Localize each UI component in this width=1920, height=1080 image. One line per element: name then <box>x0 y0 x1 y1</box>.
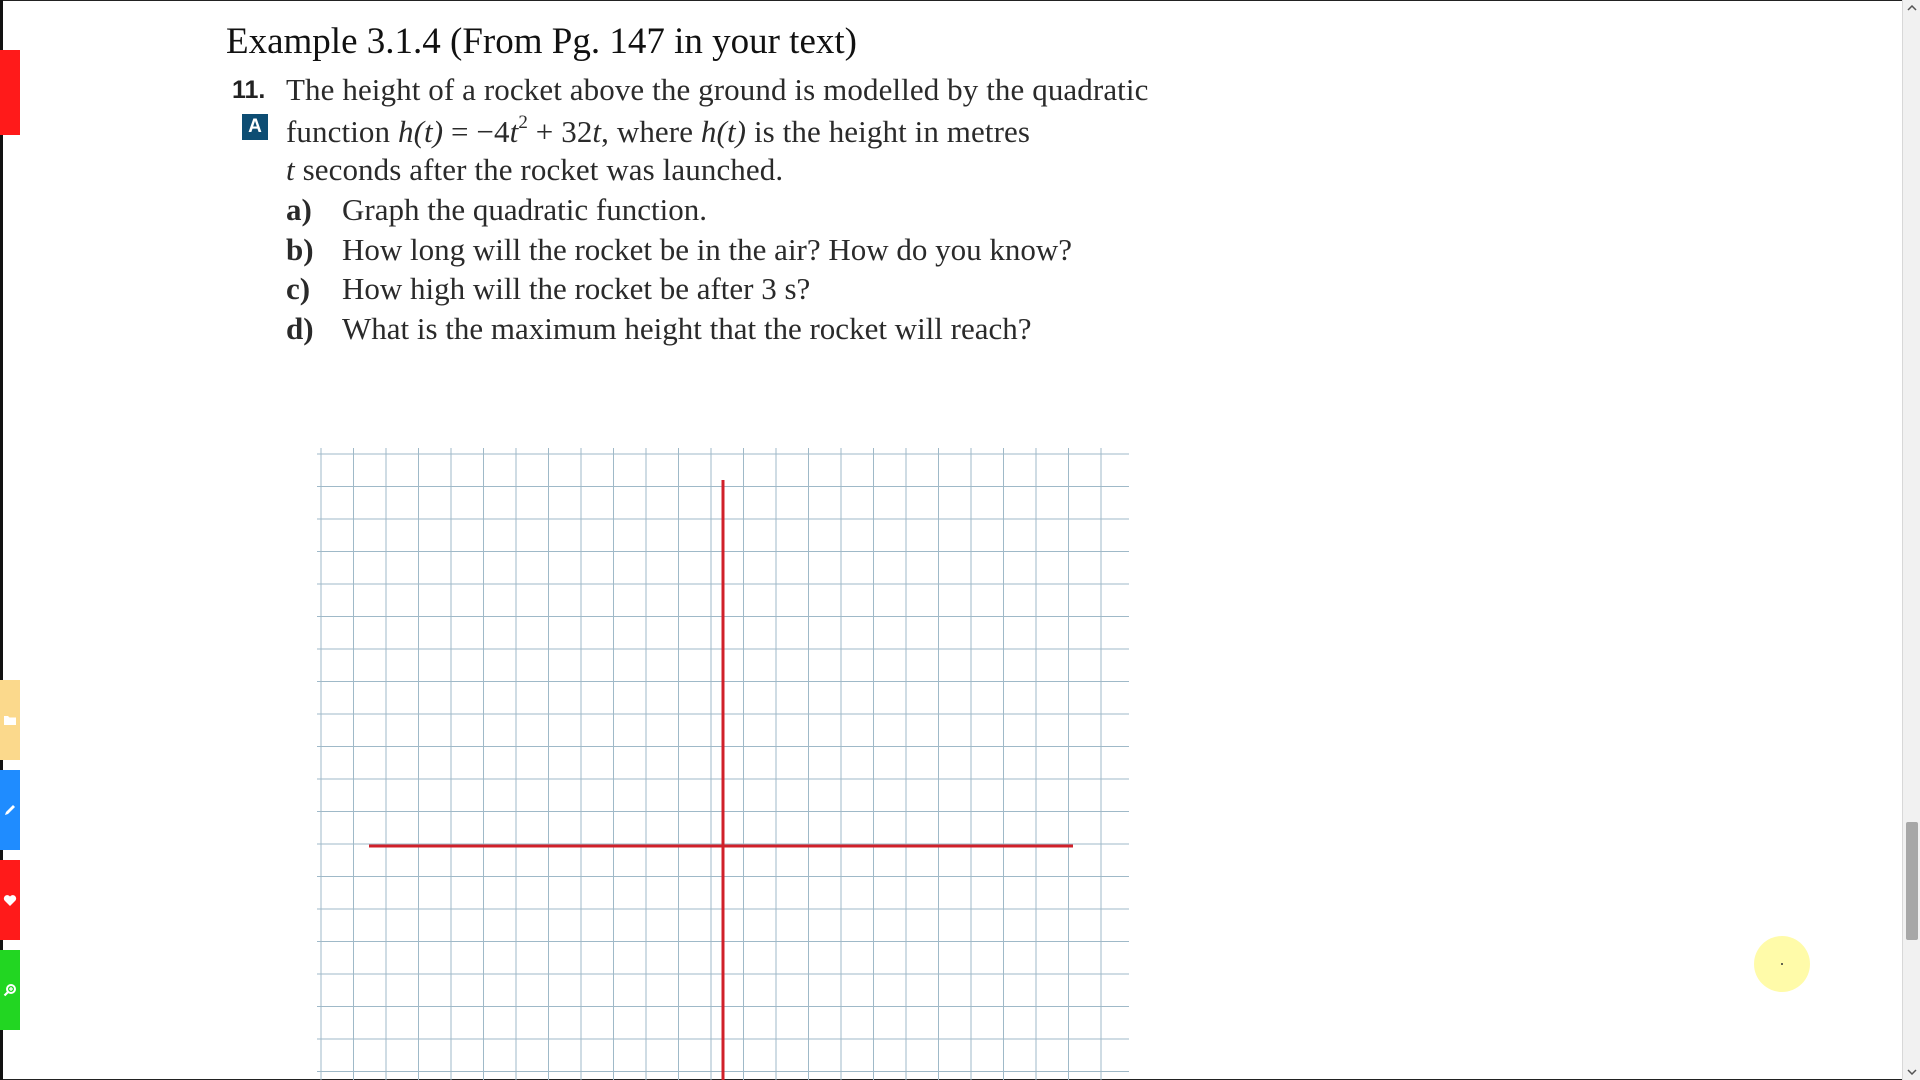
chevron-up-icon <box>1907 5 1917 11</box>
zoom-tab[interactable] <box>0 950 20 1030</box>
cursor-highlight <box>1754 936 1810 992</box>
problem-line-3 <box>286 152 783 188</box>
problem-line-2 <box>286 112 1030 150</box>
pen-icon <box>3 803 17 817</box>
problem-line-1: The height of a rocket above the ground is modelled by the quadratic <box>286 72 1149 107</box>
scroll-up-button[interactable] <box>1903 0 1920 16</box>
sub-question-b <box>286 232 1072 268</box>
variable-t-2: t <box>592 114 602 149</box>
vertical-scrollbar[interactable] <box>1902 0 1920 1080</box>
problem-number: 11. <box>232 76 266 104</box>
line2-prefix: function <box>286 114 398 149</box>
folder-icon <box>3 714 17 726</box>
heart-tab[interactable] <box>0 860 20 940</box>
scroll-down-button[interactable] <box>1903 1064 1920 1080</box>
equation-part: = −4 <box>443 114 510 149</box>
sub-question-letter: c) <box>286 271 311 306</box>
sub-question-letter: a) <box>286 192 312 227</box>
cursor-dot <box>1781 963 1783 965</box>
scroll-thumb[interactable] <box>1906 822 1918 940</box>
chevron-down-icon <box>1907 1069 1917 1075</box>
sub-question-text: Graph the quadratic function. <box>342 192 707 227</box>
zoom-icon <box>3 983 17 997</box>
function-notation-2: h(t) <box>700 114 747 149</box>
sub-question-text: What is the maximum height that the rocket will reach? <box>342 311 1032 346</box>
heart-icon <box>3 894 17 907</box>
equation-rest: + 32 <box>527 114 593 149</box>
where-text: , where <box>601 114 701 149</box>
sub-question-letter: d) <box>286 311 314 346</box>
graph-grid <box>317 448 1129 1080</box>
line3-rest: seconds after the rocket was launched. <box>294 152 784 187</box>
page-title: Example 3.1.4 (From Pg. 147 in your text) <box>226 21 857 62</box>
pen-tab[interactable] <box>0 770 20 850</box>
sub-question-d <box>286 311 1032 347</box>
line2-end: is the height in metres <box>746 114 1031 149</box>
function-notation: h(t) <box>397 114 444 149</box>
sub-question-letter: b) <box>286 232 314 267</box>
sub-question-text: How long will the rocket be in the air? How do you know? <box>342 232 1073 267</box>
variable-t: t <box>509 114 519 149</box>
red-side-tab[interactable] <box>0 50 20 135</box>
exponent: 2 <box>518 112 528 133</box>
sub-question-c <box>286 271 810 307</box>
sub-question-text: How high will the rocket be after 3 s? <box>342 271 811 306</box>
sub-question-a <box>286 192 707 228</box>
level-badge: A <box>242 114 268 140</box>
folder-tab[interactable] <box>0 680 20 760</box>
variable-t-3: t <box>286 152 295 187</box>
